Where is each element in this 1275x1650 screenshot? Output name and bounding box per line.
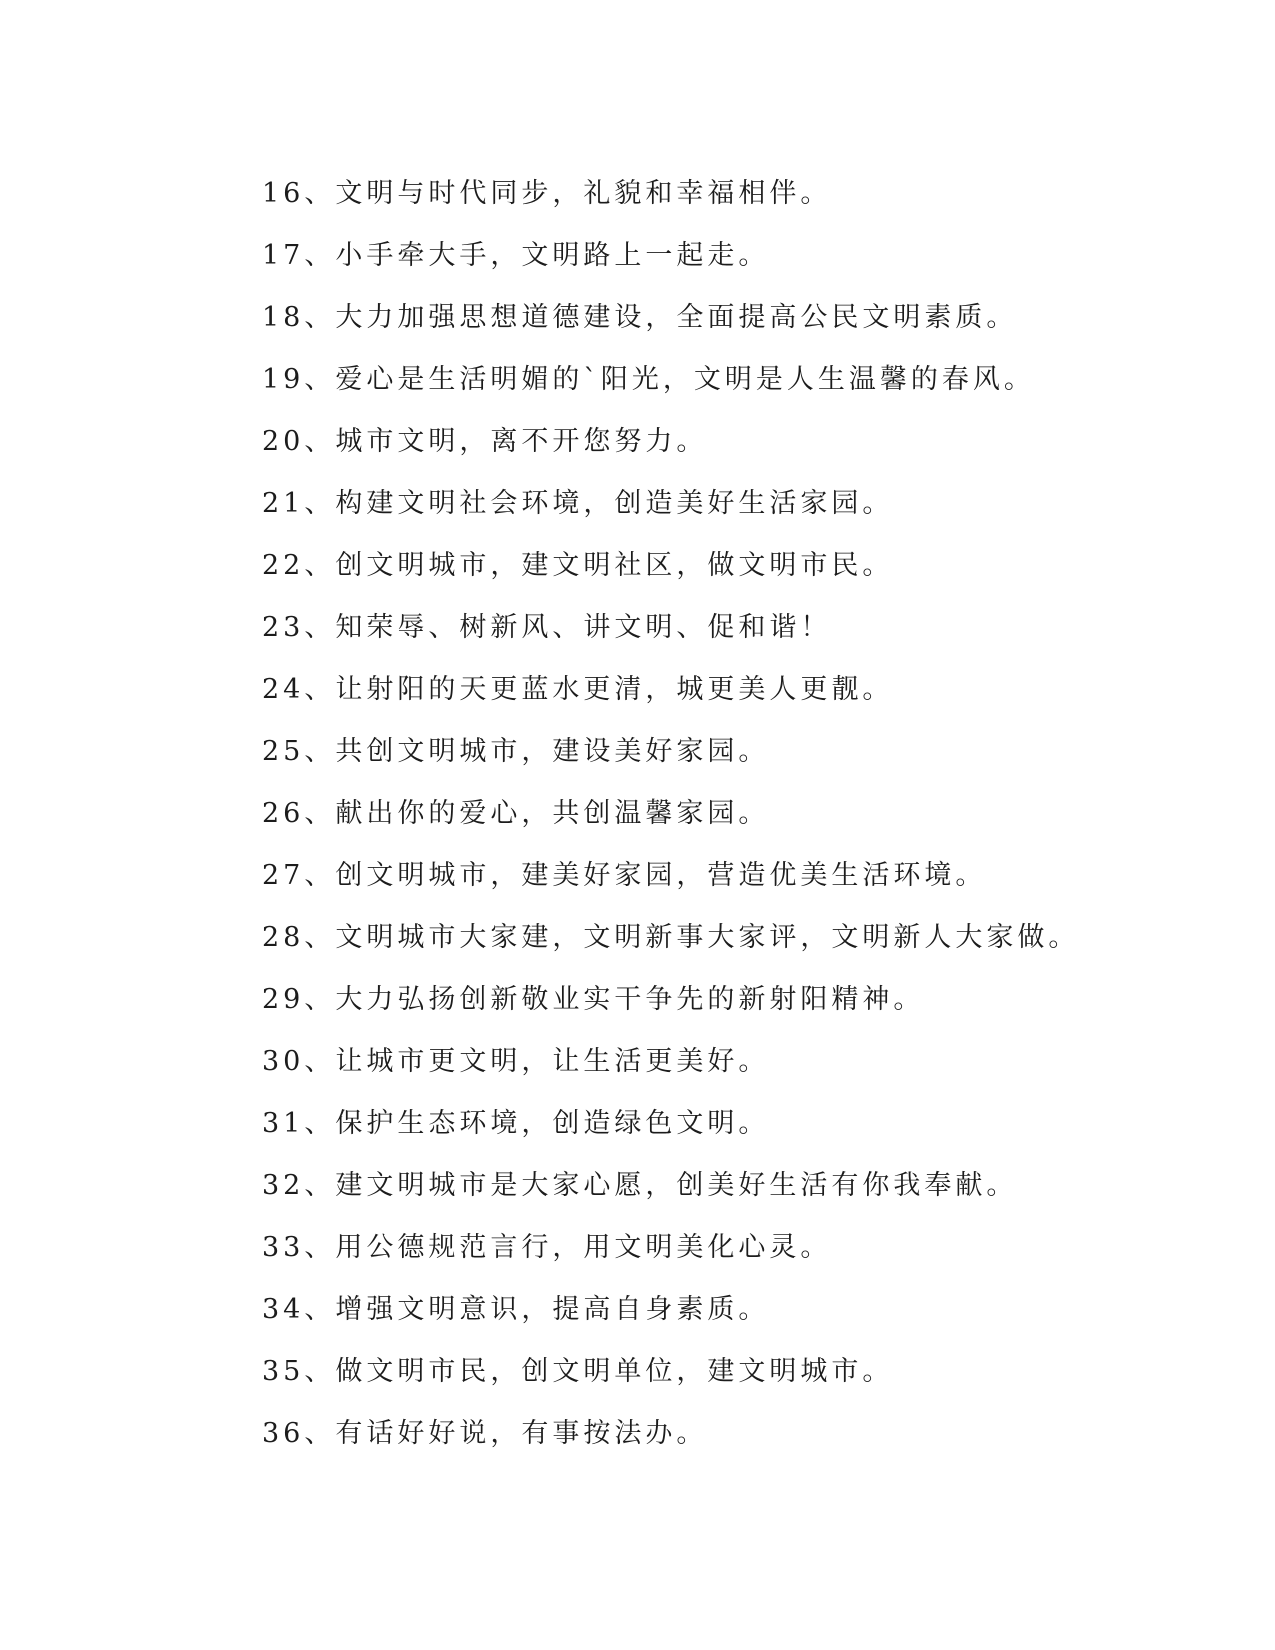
slogan-item: 33、用公德规范言行，用文明美化心灵。: [262, 1232, 832, 1263]
slogan-item: 29、大力弘扬创新敬业实干争先的新射阳精神。: [262, 984, 925, 1015]
slogan-item: 24、让射阳的天更蓝水更清，城更美人更靓。: [262, 674, 894, 705]
slogan-list: [262, 163, 1162, 1465]
slogan-item: 34、增强文明意识，提高自身素质。: [262, 1294, 770, 1325]
slogan-item: 19、爱心是生活明媚的`阳光，文明是人生温馨的春风。: [262, 364, 1035, 395]
slogan-item: 26、献出你的爱心，共创温馨家园。: [262, 798, 770, 829]
slogan-item: 25、共创文明城市，建设美好家园。: [262, 736, 770, 767]
slogan-item: 35、做文明市民，创文明单位，建文明城市。: [262, 1356, 894, 1387]
slogan-item: 22、创文明城市，建文明社区，做文明市民。: [262, 550, 894, 581]
slogan-item: 16、文明与时代同步，礼貌和幸福相伴。: [262, 178, 832, 209]
slogan-item: 31、保护生态环境，创造绿色文明。: [262, 1108, 770, 1139]
slogan-item: 32、建文明城市是大家心愿，创美好生活有你我奉献。: [262, 1170, 1018, 1201]
slogan-item: 27、创文明城市，建美好家园，营造优美生活环境。: [262, 860, 987, 891]
slogan-item: 30、让城市更文明，让生活更美好。: [262, 1046, 770, 1077]
slogan-item: 17、小手牵大手，文明路上一起走。: [262, 240, 770, 271]
slogan-item: 20、城市文明，离不开您努力。: [262, 426, 708, 457]
slogan-item: 21、构建文明社会环境，创造美好生活家园。: [262, 488, 894, 519]
slogan-item: 23、知荣辱、树新风、讲文明、促和谐！: [262, 612, 832, 643]
slogan-item: 18、大力加强思想道德建设，全面提高公民文明素质。: [262, 302, 1018, 333]
slogan-item: 28、文明城市大家建，文明新事大家评，文明新人大家做。: [262, 922, 1080, 953]
slogan-item: 36、有话好好说，有事按法办。: [262, 1418, 708, 1449]
